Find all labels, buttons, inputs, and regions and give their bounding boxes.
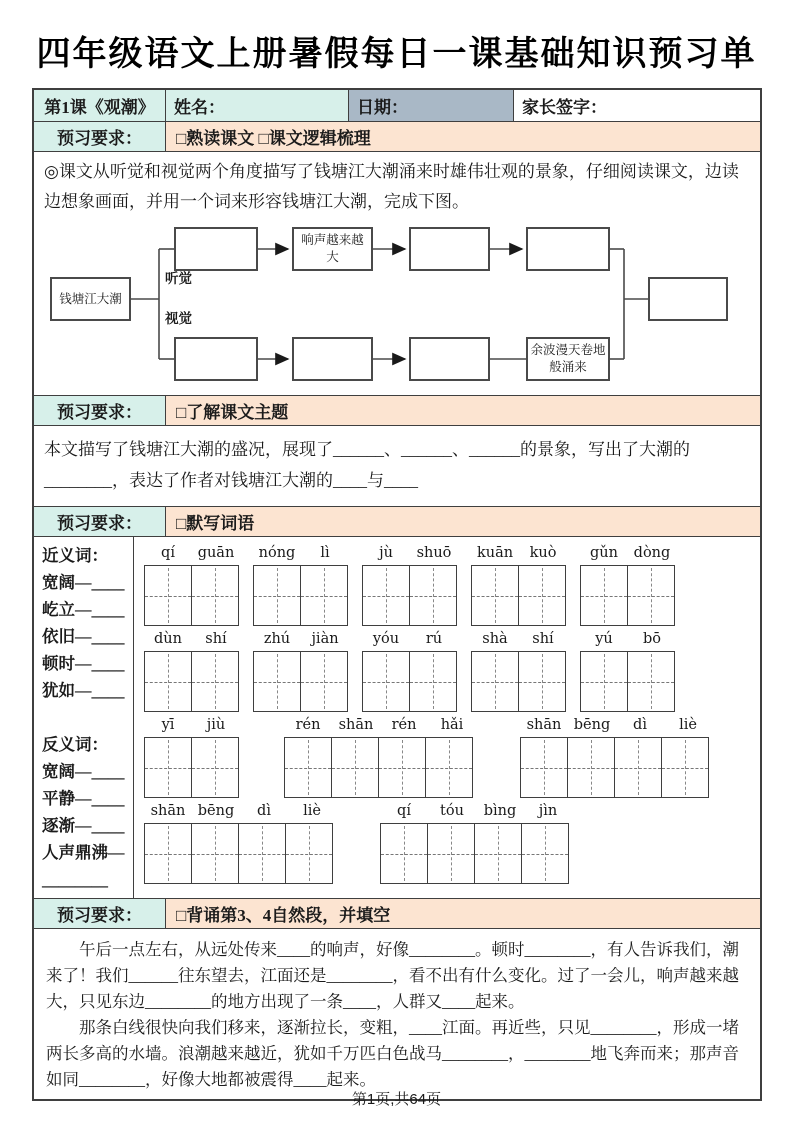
pinyin-syllable: dùn: [154, 631, 182, 647]
pinyin-syllable: shān: [526, 717, 562, 733]
pinyin-syllable: shí: [205, 631, 227, 647]
writing-grid: [144, 651, 240, 712]
pinyin-syllable: rén: [295, 717, 321, 733]
pinyin-syllable: jìn: [538, 803, 558, 819]
writing-cell: [331, 737, 379, 798]
writing-cell: [144, 651, 192, 712]
writing-cell: [144, 823, 192, 884]
antonym-item: ________: [42, 870, 108, 889]
requirement-label: 预习要求：: [34, 899, 166, 928]
requirement-label: 预习要求：: [34, 396, 166, 425]
pinyin-word-group: [580, 631, 676, 712]
writing-cell: [427, 823, 475, 884]
page-number: 第1页,共64页: [351, 1091, 442, 1108]
writing-cell: [474, 823, 522, 884]
writing-cell: [191, 651, 239, 712]
recite-paragraph-1: 午后一点左右，从远处传来____的响声，好像________。顿时________，有人告诉我们，潮来了！我们______往东望去，江面还是________，看不出有什么变化。过了一会儿，响声越来越大，只见东边________的地方出现了一条____，人群又____起来。: [46, 940, 739, 1011]
pinyin-labels: [284, 717, 476, 737]
pinyin-syllable: guān: [197, 545, 235, 561]
pinyin-word-group: [580, 545, 676, 626]
writing-cell: [378, 737, 426, 798]
worksheet-table: [32, 88, 762, 1101]
pinyin-syllable: yī: [161, 717, 175, 733]
theme-text: 本文描写了钱塘江大潮的盛况，展现了______、______、______的景象，写出了大潮的________，表达了作者对钱塘江大潮的____与____: [44, 440, 690, 490]
pinyin-syllable: yú: [595, 631, 613, 647]
pinyin-row: [144, 631, 756, 712]
pinyin-syllable: shuō: [416, 545, 452, 561]
pinyin-syllable: zhú: [263, 631, 291, 647]
writing-grid: [144, 737, 240, 798]
pinyin-labels: [144, 717, 240, 737]
pinyin-word-group: [144, 545, 240, 626]
reading-diagram-section: [34, 152, 760, 396]
writing-cell: [253, 651, 301, 712]
writing-cell: [471, 565, 519, 626]
requirement-label: 预习要求：: [34, 507, 166, 536]
diagram-vision-box-2: [292, 337, 373, 381]
pinyin-word-group: [284, 717, 476, 798]
pinyin-syllable: jiàn: [311, 631, 339, 647]
pinyin-row: [144, 803, 756, 884]
writing-cell: [567, 737, 615, 798]
synonym-item: 宽阔—____: [42, 573, 125, 592]
requirement-row-2: [34, 396, 760, 426]
words-section: [34, 537, 760, 899]
writing-cell: [409, 651, 457, 712]
writing-cell: [627, 565, 675, 626]
writing-cell: [300, 565, 348, 626]
requirement-content: □背诵第3、4自然段，并填空: [166, 899, 760, 928]
diagram-hearing-box-1: [174, 227, 258, 271]
writing-cell: [471, 651, 519, 712]
diagram-vision-label: 视觉: [165, 311, 192, 326]
pinyin-labels: [144, 545, 240, 565]
pinyin-syllable: rén: [391, 717, 417, 733]
pinyin-labels: [253, 545, 349, 565]
writing-cell: [518, 565, 566, 626]
writing-grid: [471, 651, 567, 712]
writing-grid: [253, 565, 349, 626]
requirement-row-1: [34, 122, 760, 152]
writing-grid: [144, 565, 240, 626]
header-row: [34, 90, 760, 122]
list-spacer: [42, 704, 127, 731]
synonym-item: 顿时—____: [42, 654, 125, 673]
theme-section: [34, 426, 760, 507]
writing-cell: [285, 823, 333, 884]
writing-cell: [380, 823, 428, 884]
writing-grid: [580, 651, 676, 712]
synonym-item: 依旧—____: [42, 627, 125, 646]
pinyin-labels: [380, 803, 572, 823]
pinyin-syllable: yóu: [372, 631, 400, 647]
pinyin-syllable: liè: [303, 803, 321, 819]
diagram-hearing-box-2: 响声越来越大: [292, 227, 373, 271]
pinyin-labels: [362, 631, 458, 651]
lesson-title-cell: 第1课《观潮》: [34, 90, 166, 121]
writing-cell: [518, 651, 566, 712]
writing-cell: [409, 565, 457, 626]
pinyin-word-group: [380, 803, 572, 884]
pinyin-syllable: lì: [320, 545, 330, 561]
writing-cell: [362, 651, 410, 712]
student-name-cell: 姓名：: [166, 90, 349, 121]
writing-cell: [191, 565, 239, 626]
date-cell: 日期：: [349, 90, 514, 121]
pinyin-syllable: qí: [397, 803, 411, 819]
requirement-row-4: [34, 899, 760, 929]
writing-cell: [520, 737, 568, 798]
pinyin-syllable: shà: [482, 631, 508, 647]
writing-cell: [580, 565, 628, 626]
pinyin-syllable: bō: [642, 631, 661, 647]
pinyin-word-group: [471, 545, 567, 626]
requirement-content: □默写词语: [166, 507, 760, 536]
writing-cell: [191, 737, 239, 798]
page-title: 四年级语文上册暑假每日一课基础知识预习单: [36, 36, 757, 73]
pinyin-syllable: shān: [338, 717, 374, 733]
pinyin-word-group: [253, 631, 349, 712]
diagram-vision-box-1: [174, 337, 258, 381]
diagram-vision-box-3: [409, 337, 490, 381]
pinyin-syllable: hǎi: [440, 717, 464, 733]
writing-grid: [520, 737, 712, 798]
writing-cell: [661, 737, 709, 798]
pinyin-syllable: jù: [379, 545, 393, 561]
requirement-label: 预习要求：: [34, 122, 166, 151]
pinyin-labels: [253, 631, 349, 651]
pinyin-labels: [144, 803, 336, 823]
pinyin-syllable: rú: [425, 631, 443, 647]
writing-cell: [614, 737, 662, 798]
pinyin-syllable: jiù: [206, 717, 226, 733]
pinyin-syllable: tóu: [440, 803, 464, 819]
diagram-root-box: 钱塘江大潮: [50, 277, 131, 321]
pinyin-syllable: nóng: [258, 545, 296, 561]
pinyin-labels: [580, 631, 676, 651]
diagram-hearing-box-3: [409, 227, 490, 271]
diagram-hearing-box-4: [526, 227, 610, 271]
writing-grid: [362, 651, 458, 712]
writing-grid: [380, 823, 572, 884]
pinyin-syllable: gǔn: [590, 545, 618, 561]
pinyin-row: [144, 717, 756, 798]
synonym-antonym-list: [34, 537, 134, 898]
pinyin-word-group: [520, 717, 712, 798]
pinyin-word-group: [144, 803, 336, 884]
pinyin-labels: [471, 545, 567, 565]
requirement-row-3: [34, 507, 760, 537]
pinyin-labels: [362, 545, 458, 565]
writing-cell: [238, 823, 286, 884]
pinyin-grid-rows: [134, 537, 760, 898]
pinyin-syllable: dì: [257, 803, 271, 819]
antonym-item: 平静—____: [42, 789, 125, 808]
writing-cell: [362, 565, 410, 626]
pinyin-syllable: qí: [161, 545, 175, 561]
pinyin-syllable: kuān: [476, 545, 514, 561]
pinyin-word-group: [144, 717, 240, 798]
writing-grid: [580, 565, 676, 626]
pinyin-labels: [144, 631, 240, 651]
writing-grid: [284, 737, 476, 798]
writing-cell: [425, 737, 473, 798]
recite-paragraph-2: 那条白线很快向我们移来，逐渐拉长，变粗，____江面。再近些，只见________，形成一堵两长多高的水墙。浪潮越来越近，犹如千万匹白色战马________，________地飞奔而来；那声音如同________，好像大地都被震得____起来。: [46, 1018, 739, 1089]
pinyin-syllable: bēng: [573, 717, 611, 733]
writing-cell: [627, 651, 675, 712]
synonym-item: 屹立—____: [42, 600, 125, 619]
pinyin-word-group: [144, 631, 240, 712]
writing-cell: [144, 565, 192, 626]
writing-cell: [300, 651, 348, 712]
pinyin-syllable: dì: [633, 717, 647, 733]
pinyin-syllable: kuò: [529, 545, 557, 561]
intro-text: ◎课文从听觉和视觉两个角度描写了钱塘江大潮涌来时雄伟壮观的景象，仔细阅读课文，边读边想象画面，并用一个词来形容钱塘江大潮，完成下图。: [44, 162, 739, 211]
diagram-final-box: [648, 277, 728, 321]
writing-cell: [521, 823, 569, 884]
synonyms-title: 近义词：: [42, 546, 108, 565]
pinyin-word-group: [253, 545, 349, 626]
antonym-item: 人声鼎沸—: [42, 843, 125, 862]
writing-cell: [580, 651, 628, 712]
writing-cell: [144, 737, 192, 798]
pinyin-word-group: [471, 631, 567, 712]
writing-grid: [253, 651, 349, 712]
pinyin-syllable: liè: [679, 717, 697, 733]
recite-section: [34, 929, 760, 1099]
antonyms-title: 反义词：: [42, 735, 108, 754]
pinyin-syllable: bēng: [197, 803, 235, 819]
pinyin-word-group: [362, 545, 458, 626]
parent-signature-cell: 家长签字：: [522, 98, 607, 117]
pinyin-syllable: shān: [150, 803, 186, 819]
writing-cell: [191, 823, 239, 884]
pinyin-word-group: [362, 631, 458, 712]
writing-cell: [253, 565, 301, 626]
writing-grid: [362, 565, 458, 626]
writing-cell: [284, 737, 332, 798]
requirement-content: □了解课文主题: [166, 396, 760, 425]
pinyin-syllable: bìng: [483, 803, 517, 819]
pinyin-row: [144, 545, 756, 626]
requirement-content: □熟读课文 □课文逻辑梳理: [166, 122, 760, 151]
pinyin-syllable: dòng: [633, 545, 671, 561]
pinyin-labels: [520, 717, 712, 737]
synonym-item: 犹如—____: [42, 681, 125, 700]
diagram-hearing-label: 听觉: [165, 271, 192, 286]
writing-grid: [144, 823, 336, 884]
pinyin-syllable: shí: [532, 631, 554, 647]
flow-diagram: [34, 219, 760, 395]
antonym-item: 宽阔—____: [42, 762, 125, 781]
pinyin-labels: [580, 545, 676, 565]
diagram-vision-box-4: 余波漫天卷地般涌来: [526, 337, 610, 381]
pinyin-labels: [471, 631, 567, 651]
antonym-item: 逐渐—____: [42, 816, 125, 835]
writing-grid: [471, 565, 567, 626]
